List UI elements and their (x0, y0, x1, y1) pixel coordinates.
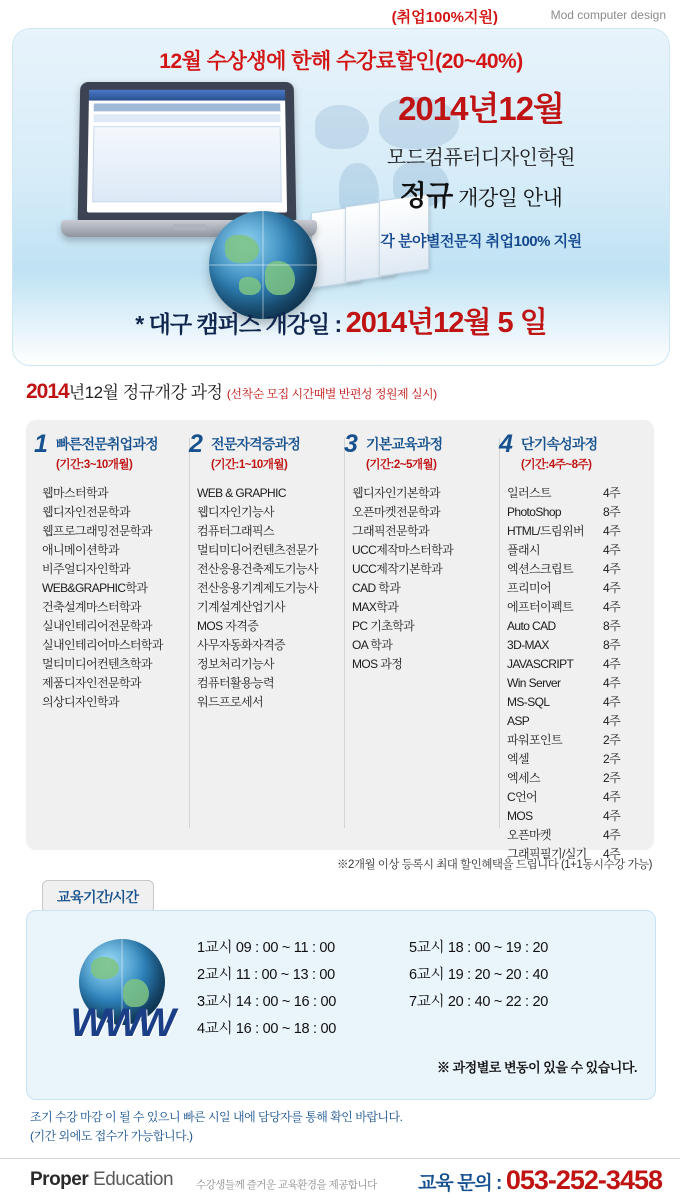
course-name: 엑세스 (507, 771, 540, 785)
list-item (507, 674, 654, 693)
section-heading (26, 378, 666, 404)
course-weeks: 4주 (603, 847, 621, 861)
list-item (507, 598, 654, 617)
course-column-4-period: (기간:4주~8주) (521, 459, 592, 471)
course-weeks: 4주 (603, 790, 621, 804)
list-item (507, 807, 654, 826)
list-item (507, 693, 654, 712)
list-item (507, 560, 654, 579)
list-item (507, 655, 654, 674)
www-globe-icon (65, 939, 177, 1051)
list-item (507, 579, 654, 598)
schedule-period-right: 7교시 20 : 40 ~ 22 : 20 (409, 994, 549, 1010)
schedule-rows (197, 933, 637, 1041)
list-item: MOS 자격증 (197, 619, 259, 633)
list-item: 웹디자인기본학과 (352, 486, 440, 500)
schedule-period-left: 2교시 11 : 00 ~ 13 : 00 (197, 967, 335, 983)
www-label: WWW (70, 1001, 172, 1045)
list-item: 사무자동화자격증 (197, 638, 285, 652)
course-name: 그래픽필기/실기 (507, 847, 587, 861)
list-item: MAX학과 (352, 600, 399, 614)
list-item: 비주얼디자인학과 (42, 562, 130, 576)
course-name: C언어 (507, 790, 538, 804)
list-item (507, 484, 654, 503)
hero-regular-line (311, 174, 651, 214)
course-name: 오픈마켓 (507, 828, 551, 842)
brand-logo (30, 1169, 173, 1191)
schedule-row (197, 987, 637, 1014)
list-item: 전산응용건축제도기능사 (197, 562, 318, 576)
list-item: 의상디자인학과 (42, 695, 119, 709)
brand-name-rest: Education (88, 1169, 174, 1190)
course-list-2 (197, 484, 344, 712)
schedule-panel (26, 910, 656, 1100)
course-weeks: 8주 (603, 638, 621, 652)
course-weeks: 4주 (603, 657, 621, 671)
course-name: MOS (507, 809, 533, 823)
list-item: 정보처리기능사 (197, 657, 274, 671)
course-column-4 (499, 430, 654, 861)
column-divider (499, 438, 500, 828)
schedule-period-left: 4교시 16 : 00 ~ 18 : 00 (197, 1021, 337, 1037)
list-item: 전산응용기계제도기능사 (197, 581, 318, 595)
list-item: PC 기초학과 (352, 619, 415, 633)
course-weeks: 8주 (603, 619, 621, 633)
footer-note-line1: 조기 수강 마감 이 될 수 있으니 빠른 시일 내에 담당자를 통해 확인 바랍니다. (30, 1110, 403, 1124)
course-column-3-period: (기간:2~5개월) (366, 459, 437, 471)
contact-label: 교육 문의 : (418, 1173, 502, 1194)
course-weeks: 4주 (603, 695, 621, 709)
course-weeks: 4주 (603, 562, 621, 576)
section-year: 2014 (26, 380, 69, 403)
course-column-1-title: 빠른전문취업과정 (56, 436, 158, 452)
course-column-1-period: (기간:3~10개월) (56, 459, 133, 471)
campus-open-date (13, 300, 669, 341)
course-weeks: 4주 (603, 809, 621, 823)
course-column-4-head (499, 430, 654, 472)
course-column-1-head (34, 430, 189, 472)
course-weeks: 4주 (603, 543, 621, 557)
campus-open-value: 2014년12월 5 일 (345, 307, 547, 339)
course-name: 엑셀 (507, 752, 529, 766)
list-item (507, 617, 654, 636)
contact-phone[interactable]: 053-252-3458 (505, 1165, 662, 1195)
course-list-3 (352, 484, 499, 674)
course-column-1 (34, 430, 189, 834)
course-column-4-title: 단기속성과정 (521, 436, 598, 452)
list-item (507, 636, 654, 655)
course-name: 일러스트 (507, 486, 551, 500)
list-item: OA 학과 (352, 638, 393, 652)
list-item (507, 788, 654, 807)
course-weeks: 4주 (603, 486, 621, 500)
list-item: 멀티미디어컨텐츠학과 (42, 657, 152, 671)
list-item: 웹디자인기능사 (197, 505, 274, 519)
footer-note (30, 1108, 402, 1146)
support-badge: (취업100%지원) (391, 9, 498, 26)
schedule-period-right: 5교시 18 : 00 ~ 19 : 20 (409, 940, 549, 956)
list-item: 컴퓨터활용능력 (197, 676, 274, 690)
course-name: 프리미어 (507, 581, 551, 595)
course-list-1 (42, 484, 189, 712)
course-weeks: 2주 (603, 752, 621, 766)
list-item: 실내인테리어전문학과 (42, 619, 152, 633)
list-item: 멀티미디어컨텐츠전문가 (197, 543, 318, 557)
course-name: Win Server (507, 676, 561, 690)
list-item: MOS 과정 (352, 657, 403, 671)
course-column-3 (344, 430, 499, 834)
course-name: 파워포인트 (507, 733, 562, 747)
course-name: JAVASCRIPT (507, 657, 574, 671)
course-weeks: 4주 (603, 828, 621, 842)
course-weeks: 4주 (603, 600, 621, 614)
list-item: 애니메이션학과 (42, 543, 119, 557)
course-name: Auto CAD (507, 619, 556, 633)
brand-small-label: Mod computer design (550, 8, 666, 22)
list-item: 오픈마켓전문학과 (352, 505, 440, 519)
course-list-4 (507, 484, 654, 864)
list-item: 기계설계산업기사 (197, 600, 285, 614)
course-name: 엑션스크립트 (507, 562, 573, 576)
list-item: UCC제작마스터학과 (352, 543, 454, 557)
top-line (0, 6, 680, 28)
list-item: UCC제작기본학과 (352, 562, 443, 576)
list-item: 컴퓨터그래픽스 (197, 524, 274, 538)
course-name: ASP (507, 714, 530, 728)
schedule-row (197, 933, 637, 960)
course-column-1-number: 1 (34, 430, 48, 458)
schedule-row (197, 1014, 637, 1041)
course-weeks: 2주 (603, 733, 621, 747)
list-item (507, 522, 654, 541)
hero-regular-prefix: 정규 (399, 180, 453, 212)
list-item: 그래픽전문학과 (352, 524, 429, 538)
course-column-3-head (344, 430, 499, 472)
course-name: MS-SQL (507, 695, 550, 709)
list-item: 워드프로세서 (197, 695, 263, 709)
campus-open-label: * 대구 캠퍼스 개강일 : (135, 311, 342, 337)
list-item: 웹디자인전문학과 (42, 505, 130, 519)
course-name: 에프터이펙트 (507, 600, 573, 614)
list-item: 제품디자인전문학과 (42, 676, 141, 690)
list-item (507, 750, 654, 769)
course-weeks: 2주 (603, 771, 621, 785)
schedule-period-left: 1교시 09 : 00 ~ 11 : 00 (197, 940, 335, 956)
course-column-2-head (189, 430, 344, 472)
course-name: HTML/드림위버 (507, 524, 584, 538)
section-title: 년12월 정규개강 과정 (68, 383, 223, 402)
course-weeks: 4주 (603, 676, 621, 690)
list-item: 건축설계마스터학과 (42, 600, 141, 614)
section-note: (선착순 모집 시간때별 반편성 정원제 실시) (226, 387, 437, 401)
list-item (507, 731, 654, 750)
footer-bar (0, 1158, 680, 1200)
list-item (507, 712, 654, 731)
hero-regular-suffix: 개강일 안내 (452, 187, 563, 211)
course-column-2-number: 2 (189, 430, 203, 458)
course-weeks: 4주 (603, 714, 621, 728)
brand-name-bold: Proper (30, 1169, 89, 1190)
schedule-tab-label: 교육기간/시간 (42, 880, 154, 914)
course-column-3-title: 기본교육과정 (366, 436, 443, 452)
hero-academy-name: 모드컴퓨터디자인학원 (386, 147, 576, 170)
hero-subtitle: 각 분야별전문직 취업100% 지원 (380, 233, 582, 251)
course-column-4-number: 4 (499, 430, 513, 458)
list-item: WEB&GRAPHIC학과 (42, 581, 148, 595)
course-weeks: 8주 (603, 505, 621, 519)
hero-year-month: 2014년12월 (398, 90, 564, 127)
brand-tagline: 수강생들께 즐거운 교육환경을 제공합니다 (196, 1179, 377, 1191)
hero-text-block (311, 91, 651, 251)
course-name: 3D-MAX (507, 638, 549, 652)
contact-block (418, 1165, 662, 1196)
course-weeks: 4주 (603, 524, 621, 538)
column-divider (189, 438, 190, 828)
course-column-3-number: 3 (344, 430, 358, 458)
course-column-2-title: 전문자격증과정 (211, 436, 301, 452)
hero-title: 12월 수상생에 한해 수강료할인(20~40%) (159, 50, 523, 73)
course-column-2 (189, 430, 344, 834)
list-item (507, 769, 654, 788)
list-item (507, 826, 654, 845)
hero-banner (12, 28, 670, 366)
footer-note-line2: (기간 외에도 접수가 가능합니다.) (30, 1129, 193, 1143)
column-divider (344, 438, 345, 828)
list-item (507, 503, 654, 522)
list-item: 웹프로그래밍전문학과 (42, 524, 152, 538)
list-item: 웹마스터학과 (42, 486, 108, 500)
list-item: 실내인테리어마스터학과 (42, 638, 163, 652)
course-weeks: 4주 (603, 581, 621, 595)
list-item: CAD 학과 (352, 581, 401, 595)
schedule-period-left: 3교시 14 : 00 ~ 16 : 00 (197, 994, 337, 1010)
course-panel (26, 420, 654, 861)
schedule-period-right: 6교시 19 : 20 ~ 20 : 40 (409, 967, 549, 983)
course-column-2-period: (기간:1~10개월) (211, 459, 288, 471)
schedule-note: ※ 과정별로 변동이 있을 수 있습니다. (437, 1060, 637, 1075)
discount-note: ※2개월 이상 등록시 최대 할인혜택을 드립니다 (1+1동시수강 가능) (336, 859, 652, 871)
list-item (507, 541, 654, 560)
course-name: PhotoShop (507, 505, 561, 519)
course-name: 플래시 (507, 543, 540, 557)
schedule-row (197, 960, 637, 987)
list-item: WEB & GRAPHIC (197, 486, 286, 500)
